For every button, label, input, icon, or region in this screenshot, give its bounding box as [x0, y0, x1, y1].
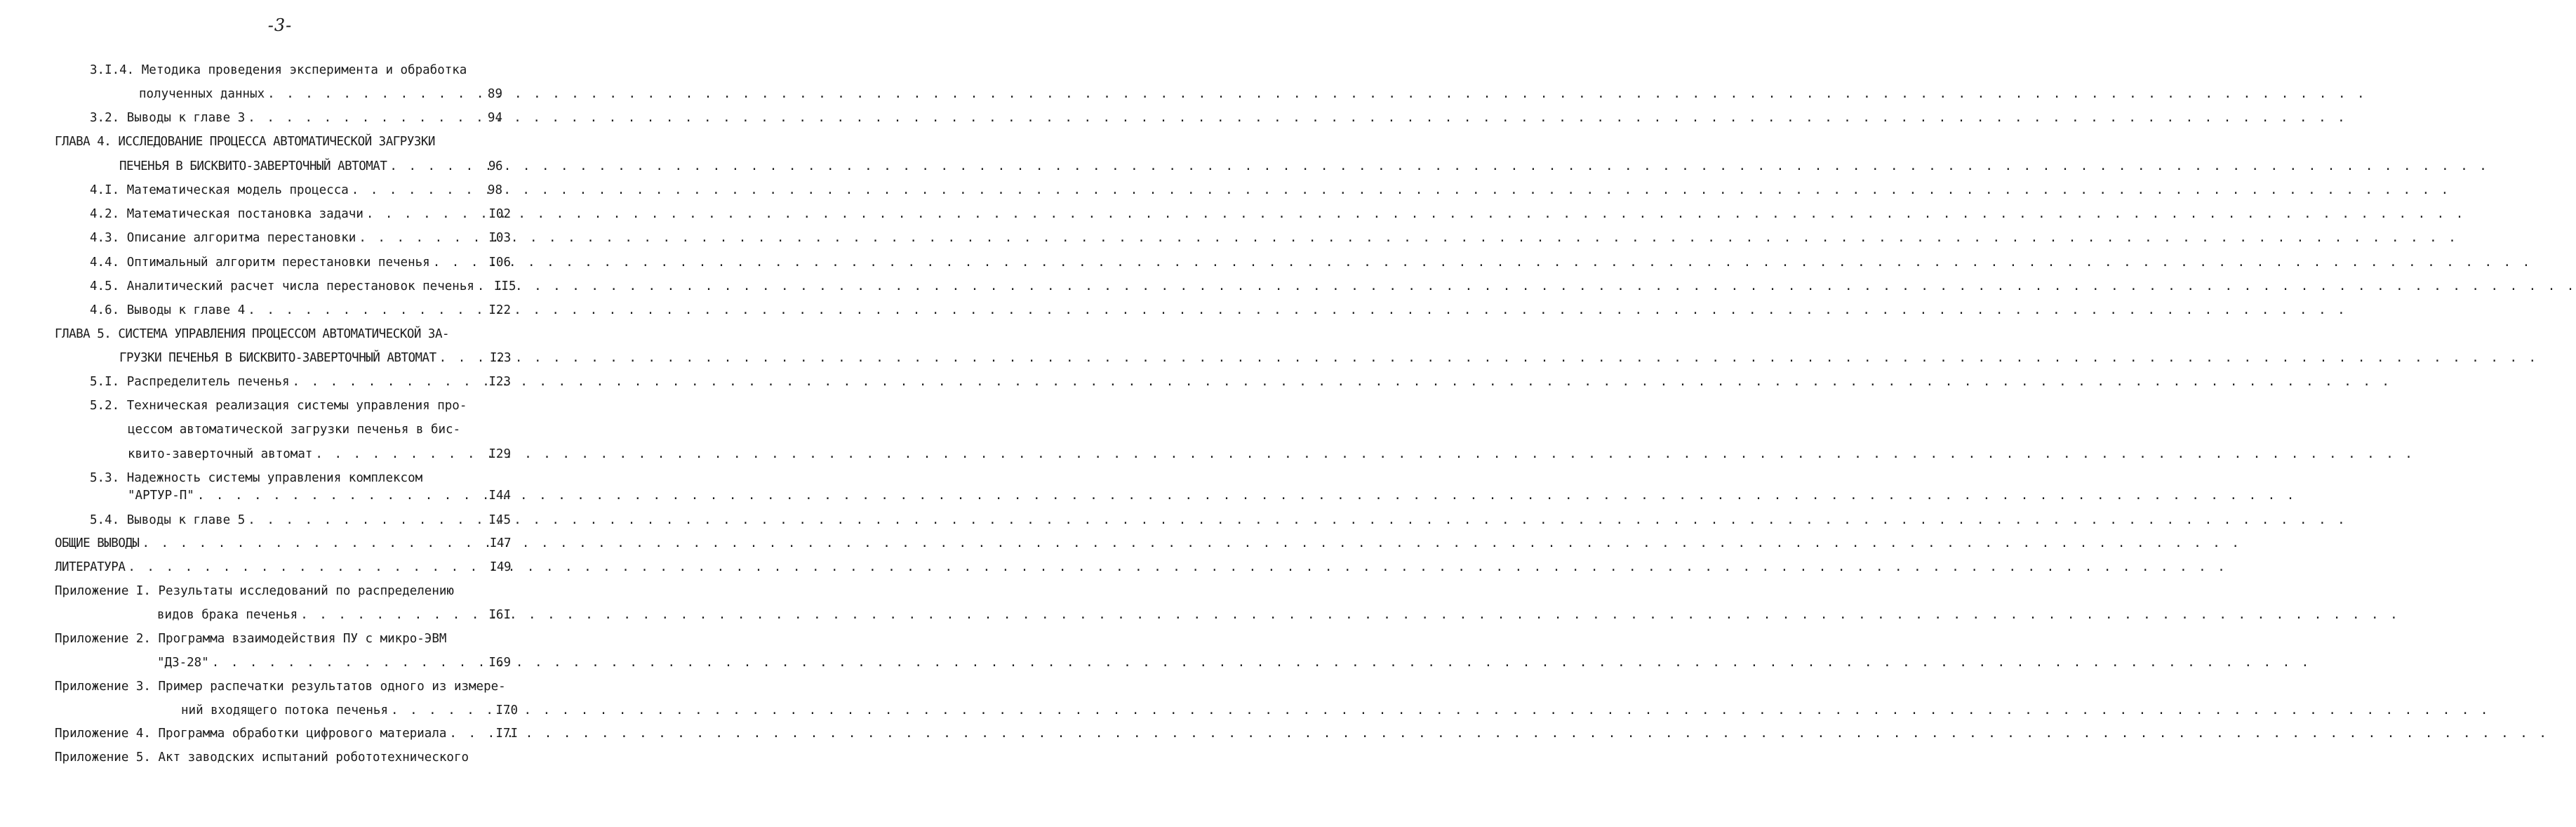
toc-entry-5-2-line1	[90, 397, 467, 414]
toc-entry-5-2-line3	[128, 446, 511, 463]
toc-entry-3-1-4-line2	[139, 86, 502, 102]
leader-dots	[446, 725, 495, 742]
toc-chapter-4-line1	[55, 133, 435, 150]
toc-entry-5-1	[90, 373, 511, 390]
toc-entry-title-cont: видов брака печенья	[157, 608, 298, 622]
toc-entry-5-4	[90, 512, 511, 529]
leader-dots	[356, 230, 488, 246]
toc-entry-title: Надежность системы управления комплексом	[126, 471, 423, 485]
toc-entry-title: Распределитель печенья	[126, 375, 290, 389]
toc-entry-title-cont: "ДЗ-28"	[157, 656, 209, 670]
toc-entry-title: Результаты исследований по распределению	[158, 584, 454, 598]
toc-page-number: 89	[487, 87, 502, 101]
toc-entry-title: Оптимальный алгоритм перестановки печенья	[126, 256, 430, 270]
toc-entry-title-cont: полученных данных	[139, 87, 265, 101]
toc-entry-title: Выводы к главе 5	[126, 513, 246, 527]
toc-entry-number: 3.2.	[90, 111, 120, 125]
toc-entry-3-2	[90, 110, 502, 126]
toc-entry-title-cont: ний входящего потока печенья	[181, 703, 389, 717]
toc-page-number: 94	[487, 111, 502, 125]
toc-page-number: I03	[488, 231, 511, 245]
toc-page-number: II5	[493, 279, 516, 293]
toc-entry-title: Методика проведения эксперимента и обработка	[141, 63, 467, 77]
toc-entry-title: СИСТЕМА УПРАВЛЕНИЯ ПРОЦЕССОМ АВТОМАТИЧЕСКОЙ ЗА-	[118, 327, 450, 341]
toc-entry-number: ГЛАВА 5.	[55, 327, 112, 341]
toc-entry-number: Приложение 3.	[55, 680, 151, 694]
toc-appendix-1-line2	[157, 607, 511, 623]
toc-page-number: 96	[488, 159, 502, 173]
toc-entry-5-3-line1	[90, 470, 422, 487]
leader-dots	[312, 446, 488, 463]
toc-page-number: I69	[488, 656, 511, 670]
toc-entry-number: 4.6.	[90, 303, 120, 317]
toc-page-number: I23	[489, 351, 511, 365]
toc-entry-title: Описание алгоритма перестановки	[126, 231, 356, 245]
toc-entry-title-cont: квито-заверточный автомат	[128, 447, 313, 461]
page-number: -3-	[267, 15, 293, 35]
toc-entry-title-cont: "АРТУР-П"	[128, 489, 194, 503]
toc-page-number: I22	[488, 303, 511, 317]
leader-dots	[265, 86, 488, 102]
leader-dots	[388, 702, 495, 719]
toc-page-number: I6I	[488, 608, 511, 622]
toc-page-number: I44	[488, 489, 511, 503]
toc-entry-title: Математическая постановка задачи	[126, 207, 363, 221]
toc-entry-title: Пример распечатки результатов одного из измере-	[158, 680, 506, 694]
toc-page-number: I7I	[495, 727, 518, 741]
toc-entry-title: ЛИТЕРАТУРА	[55, 560, 126, 574]
toc-entry-title: ОБЩИЕ ВЫВОДЫ	[55, 536, 140, 550]
toc-appendix-5	[55, 749, 469, 766]
toc-entry-title: ИССЛЕДОВАНИЕ ПРОЦЕССА АВТОМАТИЧЕСКОЙ ЗАГРУЗКИ	[118, 135, 435, 149]
leader-dots	[349, 182, 488, 199]
leader-dots	[387, 158, 488, 175]
toc-chapter-5-line2	[119, 350, 511, 366]
leader-dots	[245, 302, 488, 319]
toc-appendix-3-line2	[181, 702, 518, 719]
leader-dots	[474, 278, 494, 295]
toc-entry-title: Техническая реализация системы управления про-	[126, 399, 467, 413]
toc-entry-number: 5.4.	[90, 513, 120, 527]
toc-appendix-2-line1	[55, 630, 446, 647]
toc-page-number: I29	[488, 447, 511, 461]
toc-entry-4-3	[90, 230, 511, 246]
toc-chapter-4-line2	[119, 158, 502, 175]
toc-entry-literature	[55, 559, 511, 576]
table-of-contents	[0, 0, 560, 827]
toc-appendix-2-line2	[157, 654, 511, 671]
toc-entry-title: Акт заводских испытаний робототехнического	[158, 750, 469, 765]
toc-page-number: 98	[487, 183, 502, 197]
leader-dots	[363, 206, 489, 223]
toc-appendix-1-line1	[55, 583, 454, 600]
toc-entry-title: Программа взаимодействия ПУ с микро-ЭВМ	[158, 632, 447, 646]
toc-entry-4-4	[90, 254, 511, 271]
leader-dots	[245, 110, 488, 126]
toc-page-number: I70	[495, 703, 518, 717]
toc-chapter-5-line1	[55, 326, 449, 343]
toc-entry-general-conclusions	[55, 535, 511, 552]
toc-entry-title: Выводы к главе 4	[126, 303, 246, 317]
toc-entry-number: 5.2.	[90, 399, 120, 413]
toc-entry-number: Приложение 2.	[55, 632, 151, 646]
toc-entry-4-2	[90, 206, 511, 223]
leader-dots	[194, 487, 489, 504]
toc-entry-3-1-4-line1	[90, 62, 467, 79]
toc-entry-5-3-line2	[128, 487, 511, 504]
toc-entry-number: Приложение I.	[55, 584, 151, 598]
leader-dots	[125, 559, 490, 576]
toc-entry-4-6	[90, 302, 511, 319]
toc-entry-number: 3.I.4.	[90, 63, 135, 77]
toc-entry-title: Математическая модель процесса	[126, 183, 349, 197]
toc-entry-title: Аналитический расчет числа перестановок печенья	[126, 279, 474, 293]
toc-entry-number: 4.2.	[90, 207, 120, 221]
toc-page-number: I49	[489, 560, 511, 574]
toc-entry-4-5	[90, 278, 516, 295]
toc-entry-number: 4.3.	[90, 231, 120, 245]
toc-page-number: I23	[488, 375, 511, 389]
toc-entry-number: Приложение 5.	[55, 750, 151, 765]
toc-page-number: I45	[488, 513, 511, 527]
toc-page-number: I06	[488, 256, 511, 270]
leader-dots	[430, 254, 489, 271]
toc-appendix-4	[55, 725, 518, 742]
toc-entry-number: Приложение 4.	[55, 727, 151, 741]
leader-dots	[436, 350, 490, 366]
toc-entry-number: 4.4.	[90, 256, 120, 270]
toc-entry-title-cont: ПЕЧЕНЬЯ В БИСКВИТО-ЗАВЕРТОЧНЫЙ АВТОМАТ	[119, 159, 387, 173]
leader-dots	[290, 373, 489, 390]
toc-entry-number: ГЛАВА 4.	[55, 135, 112, 149]
toc-entry-number: 4.I.	[90, 183, 120, 197]
leader-dots	[209, 654, 489, 671]
toc-entry-title: Выводы к главе 3	[126, 111, 246, 125]
toc-page-number: I47	[489, 536, 511, 550]
leader-dots	[298, 607, 488, 623]
leader-dots	[139, 535, 489, 552]
toc-page-number: I02	[488, 207, 511, 221]
toc-entry-4-1	[90, 182, 502, 199]
leader-dots	[245, 512, 488, 529]
toc-appendix-3-line1	[55, 678, 506, 695]
toc-entry-title: Программа обработки цифрового материала	[158, 727, 447, 741]
toc-entry-title-cont: ГРУЗКИ ПЕЧЕНЬЯ В БИСКВИТО-ЗАВЕРТОЧНЫЙ АВТОМАТ	[119, 351, 436, 365]
toc-entry-5-2-line2: цессом автоматической загрузки печенья в бис-	[128, 423, 461, 437]
toc-entry-number: 4.5.	[90, 279, 120, 293]
toc-entry-number: 5.I.	[90, 375, 120, 389]
toc-entry-number: 5.3.	[90, 471, 120, 485]
